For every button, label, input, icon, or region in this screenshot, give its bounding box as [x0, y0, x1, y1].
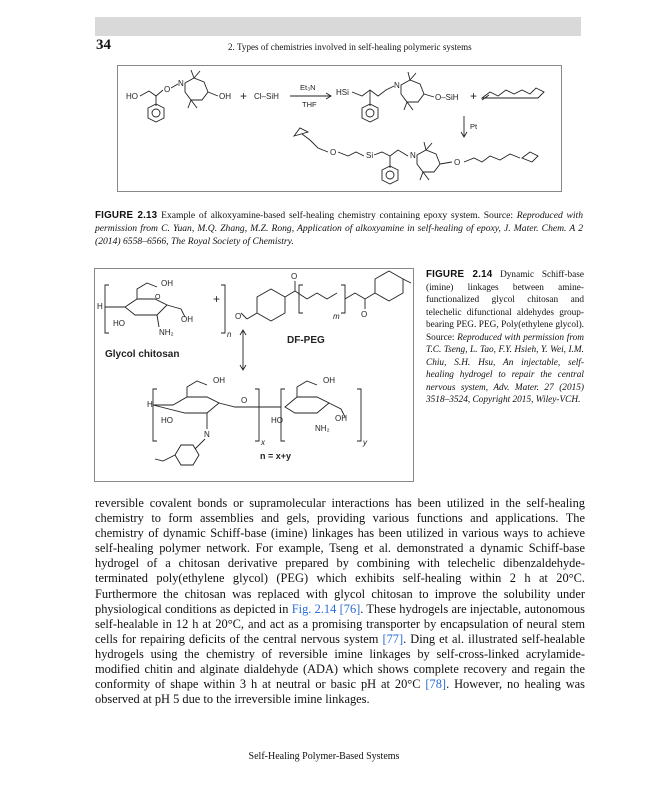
reference-76-link[interactable]: [76]: [339, 601, 361, 616]
hsi-label: HSi: [336, 88, 349, 97]
caption-text-2: Dynamic Schiff-base (imine) linkages between amine-functionalized glycol chitosan and telechelic difunctional aldehydes group-bearing PEG. PEG, Poly(ethylene glycol). Source:: [426, 270, 584, 343]
n-equals-label: n = x+y: [260, 451, 292, 461]
crosslinked-hydrogel-structure: [147, 376, 368, 465]
h-label: H: [97, 302, 103, 311]
caption-text: Example of alkoxyamine-based self-healing chemistry containing epoxy system. Source:: [161, 210, 514, 221]
sub-n-label: n: [227, 330, 232, 339]
reference-77-link[interactable]: [77]: [382, 631, 404, 646]
sub-y-label: y: [363, 438, 367, 447]
cl-sih-label: Cl–SiH: [254, 92, 279, 101]
et3n-label: Et₃N: [300, 83, 316, 92]
reaction-arrow: [290, 93, 331, 99]
body-segment-1: reversible covalent bonds or supramolecular interactions has been utilized in the self-healing chemistry to form assemblies and gels, providing various functions and applications. The chemistry of dynamic Schiff-base (imine) linkages has been utilized in various ways to achieve self-healing polymer network. For example, Tseng et al. demonstrated a dynamic Schiff-base hydrogel of a chitosan derivative prepared by combining with telechelic dibenzaldehyde-terminated poly(ethylene glycol) (PEG) which exhibits self-healing within 2 h at 20°C. Furthermore the chitosan was replaced with glycol chitosan to improve the solubility under physiological conditions as depicted in: [95, 496, 585, 616]
o-label-3: O: [330, 148, 337, 157]
epoxy-product: [294, 128, 538, 184]
glycol-chitosan-structure: [97, 279, 232, 339]
n-label: N: [178, 79, 184, 88]
oh-label-5: OH: [335, 414, 347, 423]
reference-78-link[interactable]: [78]: [425, 677, 447, 692]
running-title: 2. Types of chemistries involved in self-healing polymeric systems: [228, 42, 472, 52]
oh-label: OH: [161, 279, 173, 288]
figure-2-14-scheme: [94, 268, 414, 482]
o-label: O: [164, 85, 171, 94]
h-label-2: H: [147, 400, 153, 409]
ho-label-3: HO: [271, 416, 283, 425]
thf-label: THF: [302, 100, 317, 109]
o-ester-label: O: [291, 272, 298, 281]
n-label-2: N: [394, 81, 400, 90]
o-bridge-label: O: [241, 396, 248, 405]
equilibrium-arrow: [240, 330, 246, 370]
oh-label-4: OH: [323, 376, 335, 385]
figure-2-13-caption: [95, 209, 583, 248]
body-segment-4: . However, no healing was observed at pH 5 due to the irreversible imine linkages.: [95, 677, 585, 707]
caption-source: Reproduced with permission from C. Yuan, M.Q. Zhang, M.Z. Rong, Application of alkoxyamine in self-healing of epoxy, J. Mater. Chem. A 2 (2014) 6558–6566, The Royal Society of Chemistry.: [95, 210, 584, 247]
df-peg-structure: [235, 271, 411, 321]
sub-x-label: x: [261, 438, 265, 447]
o-sih-label: O–SiH: [435, 93, 459, 102]
figure-2-14-caption: [426, 269, 584, 407]
silylated-intermediate: [336, 72, 459, 122]
o-ring-label: O: [155, 294, 161, 301]
ho-label: HO: [113, 319, 125, 328]
figure-2-14-link[interactable]: Fig. 2.14: [291, 601, 337, 616]
body-paragraph: [95, 496, 585, 707]
page-number: 34: [96, 37, 111, 53]
oh-label-3: OH: [213, 376, 225, 385]
ho-label: HO: [126, 92, 138, 101]
figure-2-13-scheme: [117, 65, 562, 192]
nh2-label-2: NH₂: [315, 424, 330, 433]
pt-arrow: [461, 116, 467, 137]
glycol-chitosan-label: Glycol chitosan: [105, 349, 180, 360]
oh-label-2: OH: [181, 315, 193, 324]
body-segment-2: . These hydrogels are injectable, autonomous self-healable in 12 h at 20°C, and act as a promising transporter by encapsulation of neural stem cells for repairing deficits of the central nervous system: [95, 601, 585, 646]
footer-book-title: Self-Healing Polymer-Based Systems: [248, 751, 400, 762]
caption-source-2: Reproduced with permission from T.C. Tseng, L. Tao, F.Y. Hsieh, Y. Wei, I.M. Chiu, S.H. Hsu, An injectable, self-healing hydrogel to repair the central nervous system, Adv. Mater. 27 (2015) 3518–3524, Copyright 2015, Wiley-VCH.: [426, 332, 584, 405]
oh-label: OH: [219, 92, 231, 101]
df-peg-label: DF-PEG: [287, 335, 325, 346]
nh2-label: NH₂: [159, 328, 174, 337]
alkoxyamine-reactant: [126, 70, 231, 122]
ho-label-2: HO: [161, 416, 173, 425]
plus-sign: +: [240, 89, 248, 103]
plus-sign-2: +: [470, 89, 478, 103]
o-ester-label-2: O: [361, 310, 368, 319]
pt-label: Pt: [470, 122, 478, 131]
header-bar: [95, 17, 581, 36]
body-segment-3: . Ding et al. illustrated self-healable hydrogels using the chemistry of reversible imine linkages by self-cross-linked acrylamide-modified chitin and alginate dialdehyde (ADA) which shows complete recovery and regain the conformity of shape within 3 h at neutral or basic pH at 20°C: [95, 631, 585, 692]
plus-sign: +: [213, 292, 221, 306]
n-label: N: [204, 430, 210, 439]
figure-label: FIGURE 2.13: [95, 210, 158, 221]
o-aldehyde-label: O: [235, 312, 242, 321]
n-label-3: N: [410, 151, 416, 160]
sub-m-label: m: [333, 312, 340, 321]
si-label: Si: [366, 151, 374, 160]
figure-label-2: FIGURE 2.14: [426, 269, 493, 280]
o-si-label: O: [454, 158, 461, 167]
allyl-glycidyl-ether: [482, 88, 544, 100]
